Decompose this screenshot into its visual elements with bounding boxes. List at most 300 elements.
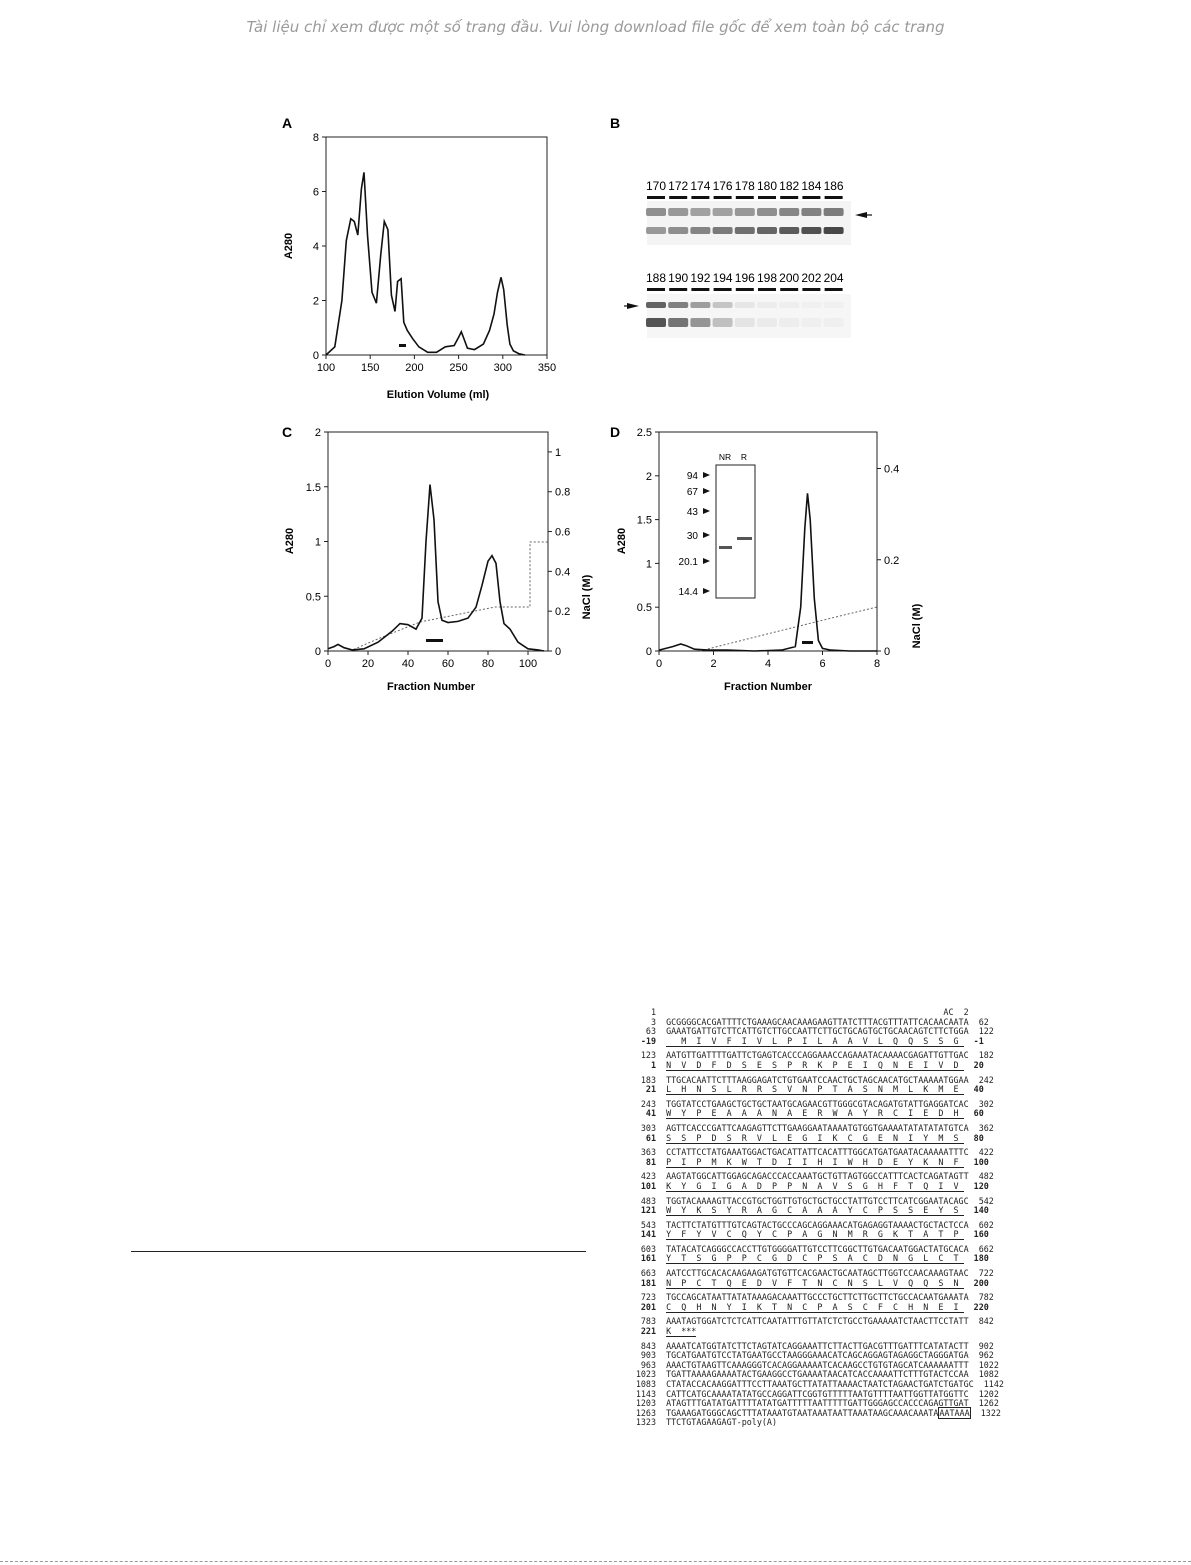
nt-sequence: AAGTATGGCATTGGAGCAGACCCACCAAATGCTGTTAGTGGCCATTTCACTCAGATAGTT (656, 1171, 979, 1182)
aa-end-number: -1 (963, 1035, 984, 1046)
gel-lane-label: 182 (779, 179, 800, 193)
aa-end-number: 200 (963, 1277, 989, 1288)
nt-start-number: 783 (640, 1316, 656, 1327)
nt-sequence: CATTCATGCAAAATATATGCCAGGATTCGGTGTTTTTAATGTTTTAATTGGTTATGGTTC (656, 1388, 979, 1399)
gel-lane-label: 178 (734, 179, 755, 193)
panel-d-nacl-gradient (700, 607, 877, 651)
gel-band (801, 318, 821, 327)
nt-sequence: AATCCTTGCACACAAGAAGATGTGTTCACGAACTGCAATAGCTTGGTCCAACAAAGTAAC (656, 1268, 979, 1279)
aa-end-number: 180 (963, 1253, 989, 1264)
aa-start-number: 121 (640, 1205, 656, 1216)
gel-band (757, 318, 777, 327)
aa-start-number: 201 (640, 1301, 656, 1312)
sequence-block (632, 1172, 1004, 1191)
sequence-block (632, 1100, 1004, 1119)
nt-start-number: 543 (640, 1219, 656, 1230)
gel-band (646, 302, 666, 308)
gel-lane-marker (669, 196, 687, 199)
nt-sequence: TGGTATCCTGAAGCTGCTGCTAATGCAGAACGTTGGGCGTACAGATGTATTGAGGATCAC (656, 1098, 979, 1109)
gel-lane-marker (736, 288, 754, 291)
aa-start-number: 81 (645, 1156, 656, 1167)
nt-sequence: AAACTGTAAGTTCAAAGGGTCACAGGAAAAATCACAAGCCTGTGTAGCATCAAAAAATTT (656, 1359, 979, 1370)
nt-start-number: 1083 (635, 1379, 656, 1389)
inset-marker-label: 30 (686, 531, 698, 542)
polyadenylation-signal-box: AATAAA (939, 1407, 970, 1418)
nt-end-number: 1322 (980, 1407, 1001, 1418)
gel-lane-marker (691, 196, 709, 199)
panel-d-xlabel: Fraction Number (723, 681, 813, 693)
gel-band (735, 302, 755, 308)
nt-sequence: AAATAGTGGATCTCTCATTCAATATTTGTTATCTCTGCCTGAAAAATCTAACTTCCTATT (656, 1316, 979, 1327)
panel-a-frame (326, 137, 547, 355)
nt-start-number: 1143 (635, 1388, 656, 1399)
nt-end-number: 482 (978, 1171, 994, 1182)
x-tick-label: 2 (710, 658, 717, 670)
y-tick-label: 1.5 (636, 514, 652, 527)
gel-lane-label: 194 (712, 271, 733, 285)
gel-lane-label: 192 (690, 271, 711, 285)
nt-start-number: 963 (640, 1359, 656, 1370)
inset-marker-arrow-icon (703, 508, 710, 514)
amino-acid-line (632, 1037, 1004, 1047)
gel-lane-marker (802, 288, 820, 291)
x-tick-label: 200 (405, 362, 424, 374)
nt-start-number: 1263 (635, 1407, 656, 1418)
x-tick-label: 6 (819, 658, 826, 670)
inset-marker-arrow-icon (703, 488, 710, 494)
nt-end-number: 1202 (978, 1388, 999, 1399)
gel-band (757, 208, 777, 216)
nt-sequence: TGATTAAAAGAAAATACTGAAGGCCTGAAAATAACATCACCAAAATTCTTTGTACTCCAA (656, 1369, 979, 1380)
gel-band (735, 318, 755, 327)
nucleotide-sequence (632, 1008, 1004, 1428)
y-tick-label: 2 (312, 295, 319, 308)
gel-lane-marker (825, 196, 843, 199)
amino-acid-line (632, 1206, 1004, 1216)
panel-d (610, 424, 923, 693)
y2-tick-label: 0.4 (884, 463, 900, 476)
panel-d-y2ticks (877, 464, 899, 659)
gel-band (690, 208, 710, 216)
aa-end-number: 120 (963, 1180, 989, 1191)
nt-sequence: GAAATGATTGTCTTCATTGTCTTGCCAATTCTTGCTGCAGTGCTGCAACAGTCTTCTGGA (656, 1026, 979, 1037)
y2-tick-label: 0 (884, 646, 891, 658)
gel-band (668, 302, 688, 308)
aa-sequence: N P C T Q E D V F T N C N S L V Q Q S N (666, 1277, 964, 1288)
panel-c-frame (328, 432, 548, 651)
nt-end-number: 422 (978, 1147, 994, 1158)
amino-acid-line (632, 1254, 1004, 1264)
gel-lane-label: 180 (756, 179, 778, 193)
gel-lane-label: 174 (690, 179, 711, 193)
nt-start-number: 483 (640, 1195, 656, 1206)
amino-acid-line (632, 1085, 1004, 1095)
amino-acid-line (632, 1109, 1004, 1119)
aa-end-number (696, 1326, 706, 1336)
gel-lane-marker (714, 196, 732, 199)
nt-end-number: 1262 (978, 1398, 999, 1409)
panel-c-y2label: NaCl (M) (581, 574, 593, 620)
nt-end-number: 782 (978, 1292, 994, 1303)
panel-b (610, 115, 872, 338)
gel-band (690, 318, 710, 327)
amino-acid-line (632, 1182, 1004, 1192)
nt-end-number: 362 (978, 1122, 994, 1133)
panel-d-pool-bar (802, 641, 813, 644)
x-tick-label: 60 (441, 658, 455, 670)
x-tick-label: 8 (873, 658, 881, 670)
y2-tick-label: 0.6 (555, 526, 571, 539)
nt-start-number: 903 (640, 1350, 656, 1361)
nt-start-number: 3 (650, 1016, 656, 1027)
panel-d-xticks (656, 651, 880, 670)
nt-start-number: 1023 (635, 1369, 656, 1380)
panel-c-pool-bar (426, 639, 443, 642)
gel-band (668, 227, 688, 234)
gel-lane-label: 198 (756, 271, 778, 285)
panel-a-letter: A (282, 115, 293, 131)
sequence-block (632, 1293, 1004, 1312)
gel-band (735, 208, 755, 216)
aa-sequence: K Y G I G A D P P N A V S G H F T Q I V (666, 1180, 964, 1191)
aa-start-number: 41 (645, 1108, 656, 1119)
inset-marker-arrow-icon (703, 588, 710, 594)
gel-band (779, 227, 799, 234)
inset-marker-arrow-icon (703, 532, 710, 538)
nt-sequence: TTCTGTAGAAGAGT-poly(A) (656, 1417, 788, 1428)
nt-start-number: 363 (640, 1147, 656, 1158)
nt-sequence: AGTTCACCCGATTCAAGAGTTCTTGAAGGAATAAAATGTGGTGAAAATATATATATGTCA (656, 1122, 979, 1133)
gel-band (668, 208, 688, 216)
aa-sequence: K *** (666, 1326, 697, 1337)
aa-sequence: Y T S G P P C G D C P S A C D N G L C T (666, 1253, 964, 1264)
gel-lane-marker (780, 196, 798, 199)
gel-lane-label: 184 (801, 179, 822, 193)
nt-start-number: 1203 (635, 1398, 656, 1409)
panel-a-xlabel: Elution Volume (ml) (386, 389, 490, 401)
nt-sequence: TGAAAGATGGGCAGCTTTATAAATGTAATAAATAATTAAATAAGCAAACAAATA (656, 1407, 939, 1418)
aa-sequence: M I V F I V L P I L A A V L Q Q S S G (666, 1035, 964, 1046)
aa-end-number: 100 (963, 1156, 989, 1167)
gel-lane-marker (758, 288, 776, 291)
y-tick-label: 2 (645, 470, 652, 483)
nt-end-number: 1082 (978, 1369, 999, 1380)
nt-start-number: 243 (640, 1098, 656, 1109)
panel-d-y2label: NaCl (M) (911, 603, 923, 649)
panel-d-ylabel: A280 (616, 527, 628, 555)
amino-acid-line (632, 1303, 1004, 1313)
gel-lane-label: 188 (645, 271, 667, 285)
inset-gel-frame (716, 465, 755, 598)
gel-bottom (647, 294, 851, 338)
gel-lane-label: 202 (801, 271, 822, 285)
panel-c-nacl-gradient (350, 542, 548, 651)
nt-start-number: 1 (650, 1007, 656, 1017)
gel-band (824, 227, 844, 234)
y2-tick-label: 0 (555, 646, 562, 658)
nt-start-number: 663 (640, 1268, 656, 1279)
gel-band (779, 302, 799, 308)
aa-end-number: 160 (963, 1229, 989, 1240)
panel-a-yticks (313, 132, 326, 362)
aa-sequence: Y F Y V C Q Y C P A G N M R G K T A T P (666, 1229, 964, 1240)
aa-end-number: 60 (963, 1108, 984, 1119)
y-tick-label: 0.5 (305, 591, 321, 604)
panel-a (282, 115, 556, 401)
gel-band (801, 227, 821, 234)
nt-end-number: 902 (978, 1340, 994, 1351)
panel-a-pool-bar (399, 344, 406, 347)
nt-start-number: 183 (640, 1074, 656, 1085)
gel-band (824, 318, 844, 327)
panel-a-series-line (326, 172, 525, 355)
y-tick-label: 1 (645, 558, 652, 571)
panel-c (282, 424, 593, 693)
inset-marker-label: 67 (686, 487, 698, 498)
aa-start-number: 61 (645, 1132, 656, 1143)
nt-sequence: TACTTCTATGTTTGTCAGTACTGCCCAGCAGGAAACATGAGAGGTAAAACTGCTACTCCA (656, 1219, 979, 1230)
nt-end-number: 962 (978, 1350, 994, 1361)
nt-start-number: 1323 (635, 1417, 656, 1428)
gel-lane-marker (736, 196, 754, 199)
nt-sequence: GCGGGGCACGATTTTCTGAAAGCAACAAAGAAGTTATCTTTACGTTTATTCACAACAATA (656, 1016, 979, 1027)
nt-sequence: AC (656, 1007, 964, 1017)
gel-lane-marker (647, 288, 665, 291)
gel-band (801, 208, 821, 216)
aa-sequence: C Q H N Y I K T N C P A S C F C H N E I (666, 1301, 964, 1312)
gel-lane-marker (758, 196, 776, 199)
figure-panels (0, 0, 1191, 720)
panel-c-xticks (325, 651, 537, 670)
nt-end-number: 122 (978, 1026, 994, 1037)
gel-lane-label: 196 (734, 271, 755, 285)
inset-marker-arrow-icon (703, 472, 710, 478)
sequence-block (632, 1027, 1004, 1046)
gel-lane-label: 176 (712, 179, 733, 193)
nt-sequence: ATAGTTTGATATGATTTTATATGATTTTTAATTTTTGATTGGGAGCCACCCAGAGTTGAT (656, 1398, 979, 1409)
nt-sequence: TGCATGAATGTCCTATGAATGCCTAAGGGAAACATCAGCAGGAGTAGAGGCTAGGGATGA (656, 1350, 979, 1361)
aa-end-number: 20 (963, 1059, 984, 1070)
nt-sequence: CCTATTCCTATGAAATGGACTGACATTATTCACATTTGGCATGATGAATACAAAAATTTC (656, 1147, 979, 1158)
aa-sequence: L H N S L R R S V N P T A S N M L K M E (666, 1084, 964, 1095)
inset-marker-label: 20.1 (678, 557, 698, 568)
gel-band (713, 227, 733, 234)
gel-lane-marker (714, 288, 732, 291)
gel-lane-marker (669, 288, 687, 291)
gel-band (824, 208, 844, 216)
panel-c-yticks (306, 427, 328, 658)
x-tick-label: 250 (449, 362, 468, 374)
amino-acid-line (632, 1279, 1004, 1289)
nt-end-number: 302 (978, 1098, 994, 1109)
x-tick-label: 20 (361, 658, 375, 670)
sequence-block (632, 1245, 1004, 1264)
nucleotide-line (632, 1418, 1004, 1428)
inset-col-r: R (740, 452, 748, 462)
panel-c-xlabel: Fraction Number (386, 681, 476, 693)
panel-b-letter: B (610, 115, 621, 131)
aa-end-number: 40 (963, 1084, 984, 1095)
sequence-block (632, 1418, 1004, 1428)
inset-col-nr: NR (718, 452, 732, 462)
nt-start-number: 123 (640, 1050, 656, 1061)
sequence-block (632, 1269, 1004, 1288)
x-tick-label: 150 (361, 362, 380, 374)
nt-end-number: 182 (978, 1050, 994, 1061)
y-tick-label: 2 (314, 427, 321, 439)
amino-acid-line (632, 1230, 1004, 1240)
y-tick-label: 0 (312, 350, 319, 362)
gel-band (801, 302, 821, 308)
gel-lane-label: 200 (779, 271, 800, 285)
nt-end-number: 1142 (983, 1379, 1004, 1389)
gel-band (690, 227, 710, 234)
gel-lane-label: 170 (645, 179, 667, 193)
y2-tick-label: 0.8 (555, 486, 571, 499)
gel-band (735, 227, 755, 234)
aa-start-number: 1 (650, 1059, 656, 1070)
inset-marker-label: 43 (686, 507, 698, 518)
nt-start-number: 63 (645, 1026, 656, 1037)
y-tick-label: 8 (312, 132, 319, 144)
nt-start-number: 603 (640, 1243, 656, 1254)
nt-start-number: 303 (640, 1122, 656, 1133)
inset-band-r (737, 537, 752, 540)
x-tick-label: 350 (537, 362, 557, 374)
panel-d-yticks (637, 427, 659, 658)
gel-lane-label: 190 (668, 271, 689, 285)
y-tick-label: 1 (314, 536, 321, 549)
x-tick-label: 0 (655, 658, 663, 670)
sequence-block (632, 1148, 1004, 1167)
nt-end-number: 602 (978, 1219, 994, 1230)
aa-sequence: W Y P E A A A N A E R W A Y R C I E D H (666, 1108, 964, 1119)
sequence-block (632, 1076, 1004, 1095)
aa-end-number: 80 (963, 1132, 984, 1143)
nt-sequence: AATGTTGATTTTGATTCTGAGTCACCCAGGAAACCAGAAATACAAAACGAGATTGTTGAC (656, 1050, 979, 1061)
preview-notice: Tài liệu chỉ xem được một số trang đầu. Vui lòng download file gốc để xem toàn bộ các trang (246, 18, 945, 36)
gel-lane-label: 204 (823, 271, 844, 285)
aa-sequence: N V D F D S E S P R K P E I Q N E I V D (666, 1059, 964, 1070)
y-tick-label: 4 (312, 241, 319, 253)
inset-marker-label: 14.4 (678, 587, 698, 598)
gel-band (690, 302, 710, 308)
x-tick-label: 80 (481, 658, 495, 670)
amino-acid-line (632, 1327, 1004, 1337)
nt-sequence: TTGCACAATTCTTTAAGGAGATCTGTGAATCCAACTGCTAGCAACATGCTAAAAATGGAA (656, 1074, 979, 1085)
x-tick-label: 100 (518, 658, 538, 670)
y-tick-label: 6 (312, 186, 319, 199)
y2-tick-label: 0.4 (555, 566, 571, 579)
aa-start-number: 21 (645, 1084, 656, 1095)
gel-lane-marker (802, 196, 820, 199)
aa-start-number: 101 (640, 1180, 656, 1191)
sequence-block (632, 1124, 1004, 1143)
nt-end-number: 1022 (978, 1359, 999, 1370)
inset-marker-arrow-icon (703, 558, 710, 564)
nt-start-number: 843 (640, 1340, 656, 1351)
y-tick-label: 2.5 (636, 427, 652, 439)
gel-band (757, 302, 777, 308)
gel-band (646, 208, 666, 216)
gel-lane-marker (691, 288, 709, 291)
gel-lane-label: 186 (823, 179, 844, 193)
aa-sequence: S S P D S R V L E G I K C G E N I Y M S (666, 1132, 964, 1143)
y-tick-label: 1.5 (305, 481, 321, 494)
gel-top (647, 201, 851, 245)
page-bottom-divider (0, 1561, 1191, 1562)
panel-c-letter: C (282, 424, 293, 440)
panel-c-y2ticks (548, 447, 570, 658)
nt-start-number: 423 (640, 1171, 656, 1182)
gel-band (713, 208, 733, 216)
nt-sequence: TATACATCAGGGCCACCTTGTGGGGATTGTCCTTCGGCTTGTGACAATGGACTATGCACA (656, 1243, 979, 1254)
panel-d-letter: D (610, 424, 621, 440)
aa-end-number: 220 (963, 1301, 989, 1312)
gel-lane-marker (825, 288, 843, 291)
amino-acid-line (632, 1134, 1004, 1144)
y-tick-label: 0.5 (636, 602, 652, 615)
nt-end-number: 662 (978, 1243, 994, 1254)
inset-band-nr (719, 546, 732, 549)
nt-end-number: 242 (978, 1074, 994, 1085)
aa-start-number: 161 (640, 1253, 656, 1264)
x-tick-label: 300 (493, 362, 512, 374)
aa-start-number: -19 (640, 1035, 656, 1046)
inset-marker-label: 94 (686, 471, 698, 482)
amino-acid-line (632, 1061, 1004, 1071)
gel-band (757, 227, 777, 234)
nt-start-number: 723 (640, 1292, 656, 1303)
nt-end-number: 542 (978, 1195, 994, 1206)
nt-end-number: 62 (978, 1016, 989, 1027)
x-tick-label: 4 (764, 658, 772, 670)
gel-lane-label: 172 (668, 179, 689, 193)
gel-lane-marker (780, 288, 798, 291)
aa-sequence: P I P M K W T D I I H I W H D E Y K N F (666, 1156, 964, 1167)
panel-c-ylabel: A280 (284, 527, 296, 555)
gel-band (779, 318, 799, 327)
gel-band (646, 318, 666, 327)
panel-a-xticks (317, 355, 556, 374)
gel-band (668, 318, 688, 327)
sequence-block (632, 1197, 1004, 1216)
y2-tick-label: 1 (555, 446, 562, 459)
aa-start-number: 141 (640, 1229, 656, 1240)
sequence-block (632, 1051, 1004, 1070)
aa-start-number: 181 (640, 1277, 656, 1288)
nt-sequence: AAAATCATGGTATCTTCTAGTATCAGGAAATTCTTACTTGACGTTTGATTTCATATACTT (656, 1340, 979, 1351)
gel-top-lane-labels (646, 179, 844, 199)
aa-start-number: 221 (640, 1326, 656, 1337)
y-tick-label: 0 (314, 646, 321, 658)
gel-band (713, 302, 733, 308)
sequence-block (632, 1317, 1004, 1336)
nt-end-number: 722 (978, 1268, 994, 1279)
gel-bottom-lane-labels (646, 271, 844, 291)
panel-c-series-line (328, 485, 544, 651)
x-tick-label: 100 (316, 362, 336, 374)
gel-band (779, 208, 799, 216)
x-tick-label: 0 (324, 658, 332, 670)
nt-sequence: TGGTACAAAAGTTACCGTGCTGGTTGTGCTGCTGCCTATTGTCCTTCATCGGAATACAGC (656, 1195, 979, 1206)
x-tick-label: 40 (401, 658, 415, 670)
column-rule (131, 1251, 586, 1252)
gel-band (646, 227, 666, 234)
nt-sequence: CTATACCACAAGGATTTCCTTAAATGCTTATATTAAAACTAATCTAGAACTGATCTGATGC (656, 1379, 984, 1389)
gel-lane-marker (647, 196, 665, 199)
inset-markers (679, 471, 710, 598)
